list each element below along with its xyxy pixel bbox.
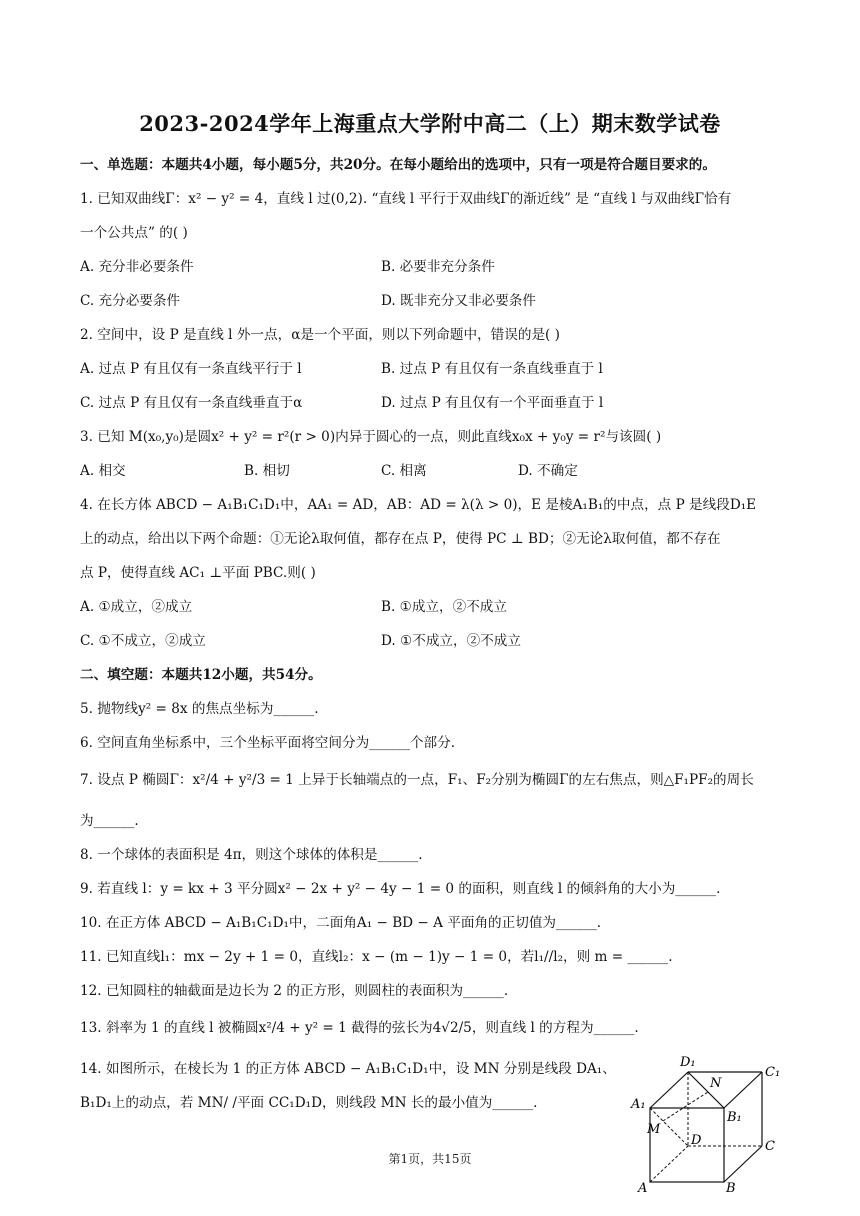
question-1-option-c: C. 充分必要条件 [80, 293, 181, 309]
label-c1: C₁ [765, 1065, 781, 1080]
question-4-line-1: 4. 在长方体 ABCD − A₁B₁C₁D₁中，AA₁ = AD，AB：AD = λ(λ > 0)，E 是棱A₁B₁的中点，点 P 是线段D₁E [80, 497, 757, 513]
question-5: 5. 抛物线y² = 8x 的焦点坐标为______. [80, 701, 319, 717]
question-2-line-1: 2. 空间中，设 P 是直线 l 外一点，α是一个平面，则以下列命题中，错误的是( ) [80, 327, 560, 343]
question-2-option-d: D. 过点 P 有且仅有一个平面垂直于 l [381, 395, 604, 411]
question-1-line-2: 一个公共点” 的( ) [80, 225, 188, 241]
question-4-option-b: B. ①成立，②不成立 [381, 599, 507, 615]
question-4-line-3: 点 P，使得直线 AC₁ ⊥平面 PBC.则( ) [80, 565, 316, 581]
section-heading-single-choice: 一、单选题：本题共4小题，每小题5分，共20分。在每小题给出的选项中，只有一项是符合题目要求的。 [80, 157, 716, 173]
cube-figure [628, 1046, 788, 1196]
page-title: 2023-2024学年上海重点大学附中高二（上）期末数学试卷 [139, 111, 721, 136]
label-m: M [647, 1122, 661, 1137]
question-2-option-a: A. 过点 P 有且仅有一条直线平行于 l [80, 361, 302, 377]
question-2-option-b: B. 过点 P 有且仅有一条直线垂直于 l [381, 361, 603, 377]
question-12: 12. 已知圆柱的轴截面是边长为 2 的正方形，则圆柱的表面积为______. [80, 983, 509, 999]
question-3-option-d: D. 不确定 [518, 463, 578, 479]
question-1-option-a: A. 充分非必要条件 [80, 259, 194, 275]
label-d1: D₁ [680, 1055, 696, 1070]
question-10: 10. 在正方体 ABCD − A₁B₁C₁D₁中，二面角A₁ − BD − A 平面角的正切值为______. [80, 915, 602, 931]
question-7-line-1: 7. 设点 P 椭圆Γ：x²/4 + y²/3 = 1 上异于长轴端点的一点，F₁、F₂分别为椭圆Γ的左右焦点，则△F₁PF₂的周长 [80, 772, 754, 788]
question-14-line-2: B₁D₁上的动点，若 MN/ /平面 CC₁D₁D，则线段 MN 长的最小值为______. [80, 1095, 538, 1111]
question-1-option-b: B. 必要非充分条件 [381, 259, 495, 275]
question-4-line-2: 上的动点，给出以下两个命题：①无论λ取何值，都存在点 P，使得 PC ⊥ BD；②无论λ取何值，都不存在 [80, 531, 721, 547]
label-b: B [726, 1181, 736, 1196]
label-d: D [691, 1133, 702, 1148]
question-9: 9. 若直线 l：y = kx + 3 平分圆x² − 2x + y² − 4y − 1 = 0 的面积，则直线 l 的倾斜角的大小为______. [80, 881, 721, 897]
question-7-line-2: 为______. [80, 813, 139, 829]
label-c: C [765, 1139, 775, 1154]
question-11: 11. 已知直线l₁：mx − 2y + 1 = 0，直线l₂：x − (m − 1)y − 1 = 0，若l₁//l₂，则 m = ______. [80, 949, 673, 965]
question-4-option-a: A. ①成立，②成立 [80, 599, 193, 615]
label-a1: A₁ [631, 1097, 646, 1112]
edge-a1-d1 [650, 1072, 688, 1108]
question-1-option-d: D. 既非充分又非必要条件 [381, 293, 536, 309]
question-6: 6. 空间直角坐标系中，三个坐标平面将空间分为______个部分. [80, 735, 456, 751]
question-4-option-d: D. ①不成立，②不成立 [381, 633, 521, 649]
question-3-option-b: B. 相切 [244, 463, 290, 479]
question-3-option-c: C. 相离 [381, 463, 427, 479]
question-2-option-c: C. 过点 P 有且仅有一条直线垂直于α [80, 395, 303, 411]
question-4-option-c: C. ①不成立，②成立 [80, 633, 206, 649]
question-3-line-1: 3. 已知 M(x₀,y₀)是圆x² + y² = r²(r > 0)内异于圆心的一点，则此直线x₀x + y₀y = r²与该圆( ) [80, 429, 662, 445]
label-b1: B₁ [727, 1110, 742, 1125]
question-14-line-1: 14. 如图所示，在棱长为 1 的正方体 ABCD − A₁B₁C₁D₁中，设 MN 分别是线段 DA₁、 [80, 1061, 616, 1077]
label-a: A [638, 1181, 648, 1196]
question-1-line-1: 1. 已知双曲线Γ：x² − y² = 4，直线 l 过(0,2). “直线 l 平行于双曲线Γ的渐近线” 是 “直线 l 与双曲线Γ恰有 [80, 191, 732, 207]
segment-mn [663, 1092, 708, 1121]
question-8: 8. 一个球体的表面积是 4π，则这个球体的体积是______. [80, 847, 423, 863]
page-footer: 第1页，共15页 [388, 1152, 472, 1166]
question-13: 13. 斜率为 1 的直线 l 被椭圆x²/4 + y² = 1 截得的弦长为4√2/5，则直线 l 的方程为______. [80, 1020, 639, 1036]
question-3-option-a: A. 相交 [80, 463, 126, 479]
section-heading-fill-in: 二、填空题：本题共12小题，共54分。 [80, 667, 322, 683]
label-n: N [710, 1076, 722, 1091]
edge-b1-c1 [724, 1072, 762, 1108]
